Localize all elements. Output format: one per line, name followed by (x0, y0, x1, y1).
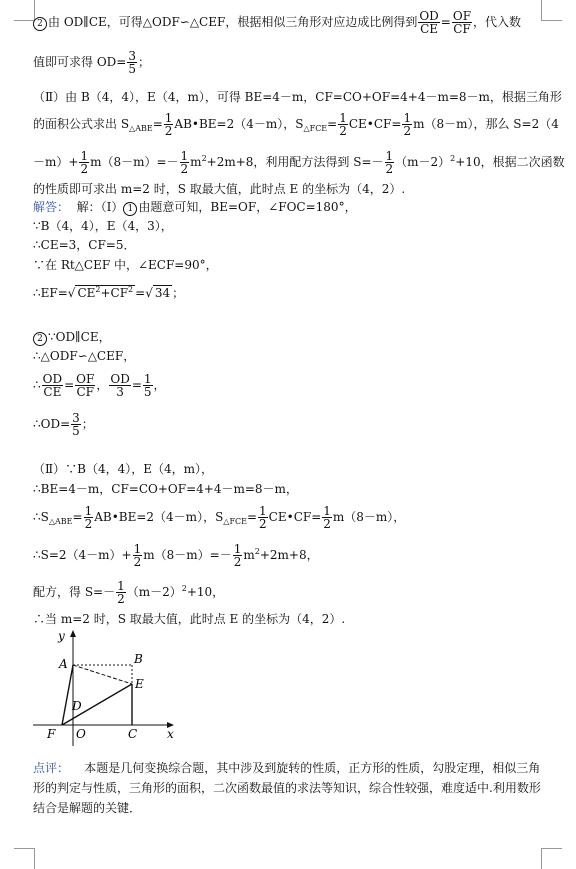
fraction: $\frac{1}{2}$ (164, 111, 173, 138)
part2-line1: 2 ∵OD∥CE， (33, 330, 111, 346)
part2-line2: ∴△ODF∽△CEF， (33, 349, 136, 363)
fraction: $\frac{OD}{3}$ (110, 372, 130, 399)
comment-paragraph (33, 758, 543, 818)
fraction: $\frac{3}{5}$ (128, 49, 136, 76)
circled-number: 1 (123, 202, 137, 216)
circled-number: 2 (33, 332, 47, 346)
label-b: B (134, 652, 143, 666)
answer-line3: ∴CE=3，CF=5． (33, 238, 136, 252)
fraction: $\frac{3}{5}$ (72, 411, 80, 438)
fraction: $\frac{1}{2}$ (117, 579, 125, 606)
circled-number: 2 (33, 17, 47, 31)
p1-line2: 值即可求得 OD= $\frac{3}{5}$ ； (33, 49, 150, 76)
comment-text: 本题是几何变换综合题，其中涉及到旋转的性质，正方形的性质，勾股定理，相似三角形的判定与性质，三角形的面积，二次函数最值的求法等知识，综合性较强，难度适中.利用数形结合是解题的关键． (33, 761, 541, 815)
p2-line4: 的性质即可求出 m=2 时，S 取最大值，此时点 E 的坐标为（4，2）. (33, 182, 406, 196)
geometry-figure (28, 628, 188, 750)
p2-line1: （Ⅱ）由 B（4，4），E（4，m），可得 BE=4－m，CF=CO+OF=4+4－m=8－m，根据三角形 (33, 90, 562, 104)
segment-ae (73, 665, 132, 684)
p2-line2: 的面积公式求出 $S_{\triangle ABE}=$ $\frac{1}{2}$ AB•BE=2（4－m），$S_{\triangle FCE}=$ $\frac{1}{2}$ CE•CF= $\frac{1}{2}$ m（8－m），那么 S=2（4 (33, 111, 559, 138)
part2-line4: ∴OD= $\frac{3}{5}$ ； (33, 411, 94, 438)
part2-line3: ∴ $\frac{OD}{CE}$ = $\frac{OF}{CF}$ ， $\frac{OD}{3}$ = $\frac{1}{5}$ ， (33, 372, 166, 399)
label-f: F (47, 727, 56, 741)
fraction: $\frac{1}{2}$ (259, 504, 267, 531)
part3-line2: ∴BE=4－m，CF=CO+OF=4+4－m=8－m， (33, 482, 298, 496)
answer-line5: ∴EF=√ $CE^2+CF^2$ =√ 34 ； (33, 285, 185, 300)
fraction: $\frac{1}{2}$ (403, 111, 412, 138)
label-y: y (58, 629, 65, 643)
fraction: $\frac{1}{2}$ (339, 111, 347, 138)
answer-line2: ∵B（4，4），E（4，3）， (33, 219, 173, 233)
label-d: D (72, 699, 82, 713)
sqrt-sign: √ (145, 286, 153, 300)
fraction: $\frac{OD}{CE}$ (42, 372, 63, 399)
fraction: $\frac{1}{2}$ (233, 542, 242, 569)
label-c: C (128, 727, 138, 741)
fraction: $\frac{1}{5}$ (143, 372, 152, 399)
part3-line6: ∴当 m=2 时，S 取最大值，此时点 E 的坐标为（4，2）. (33, 612, 346, 626)
fraction: $\frac{OF}{CF}$ (76, 372, 95, 399)
comment-label: 点评： (33, 761, 70, 775)
fraction: $\frac{OF}{CF}$ (452, 9, 472, 36)
label-a: A (59, 657, 68, 671)
answer-label: 解答： (33, 200, 70, 214)
p1-line1: 2 由 OD∥CE，可得△ODF∽△CEF，根据相似三角形对应边成比例得到 $\frac{OD}{CE}$ = $\frac{OF}{CF}$ ，代入数 (33, 10, 521, 35)
sqrt-radicand: $CE^2+CF^2$ (77, 285, 134, 300)
sqrt-sign: √ (67, 286, 76, 300)
fraction: $\frac{1}{2}$ (133, 542, 142, 569)
label-o: O (76, 727, 86, 741)
part3-line1: （Ⅱ）∵B（4，4），E（4，m）， (33, 462, 214, 476)
answer-line4: ∵在 Rt△CEF 中，∠ECF=90°， (33, 258, 218, 272)
corner-mark-top-left (14, 0, 35, 21)
y-axis-arrow (70, 630, 76, 637)
label-e: E (135, 677, 144, 691)
fraction: $\frac{1}{2}$ (385, 149, 394, 176)
fraction: $\frac{1}{2}$ (180, 149, 189, 176)
corner-mark-bottom-right (541, 848, 562, 869)
p2-line3: －m）+ $\frac{1}{2}$ m（8－m）=－ $\frac{1}{2}$ $m^2+2m+8$，利用配方法得到 S=－ $\frac{1}{2}$ $(m-2)^2+10$，根据二次函数 (33, 149, 565, 176)
label-x: x (167, 727, 174, 741)
part3-line5: 配方，得 S=－ $\frac{1}{2}$ $(m-2)^2+10$， (33, 579, 225, 606)
fraction: $\frac{1}{2}$ (84, 504, 93, 531)
segment-fa (62, 665, 73, 725)
corner-mark-bottom-left (14, 848, 35, 869)
answer-line1: 解答： 解：（Ⅰ） 1 由题意可知，BE=OF，∠FOC=180°， (33, 200, 357, 214)
part3-line3: $\therefore S_{\triangle ABE}=$ $\frac{1}{2}$ AB•BE=2（4－m），$S_{\triangle FCE}=$ $\frac{1}{2}$ CE•CF= $\frac{1}{2}$ m（8－m）， (33, 504, 406, 531)
corner-mark-top-right (541, 0, 562, 21)
fraction: $\frac{OD}{CE}$ (419, 9, 439, 36)
fraction: $\frac{1}{2}$ (80, 149, 89, 176)
fraction: $\frac{1}{2}$ (323, 504, 331, 531)
part3-line4: ∴S=2（4－m）+ $\frac{1}{2}$ m（8－m）=－ $\frac{1}{2}$ $m^2+2m+8$， (33, 542, 319, 569)
